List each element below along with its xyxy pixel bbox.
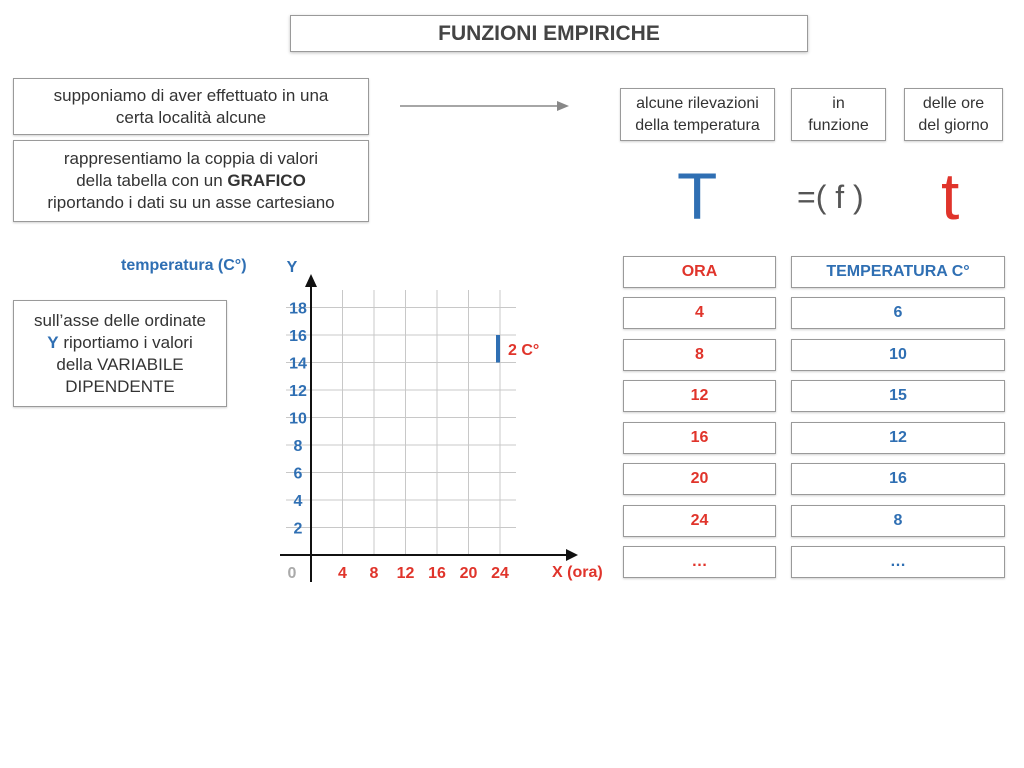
y-tick-label: 2 <box>293 520 303 538</box>
x-tick-label: 20 <box>459 565 478 582</box>
table-cell-ora: … <box>623 546 776 578</box>
hours-line-2: del giorno <box>918 116 989 134</box>
function-of-line-1: in <box>832 94 845 112</box>
hours-line-1: delle ore <box>922 94 985 112</box>
graph-note-line-1: rappresentiamo la coppia di valori <box>63 149 319 168</box>
ordinate-note-line-3: della VARIABILE <box>56 354 184 374</box>
y-tick-label: 6 <box>293 465 303 483</box>
y-axis-label: temperatura (C°) <box>121 257 247 274</box>
function-of-box <box>791 88 886 141</box>
x-axis-name: X (ora) <box>552 564 603 581</box>
graph-note-line-2-pre: della tabella con un <box>76 171 228 190</box>
function-of-line-2: funzione <box>808 116 869 134</box>
y-tick-label: 10 <box>289 410 307 428</box>
table-cell-temperatura: 8 <box>791 505 1005 537</box>
cartesian-chart <box>0 0 620 600</box>
table-header-ora: ORA <box>623 256 776 288</box>
table-cell-ora: 8 <box>623 339 776 371</box>
table-header-temperatura: TEMPERATURA C° <box>791 256 1005 288</box>
graph-note-line-3: riportando i dati su un asse cartesiano <box>47 193 335 212</box>
x-axis-arrowhead <box>566 549 578 561</box>
table-cell-temperatura: 16 <box>791 463 1005 495</box>
table-cell-temperatura: … <box>791 546 1005 578</box>
table-cell-ora: 24 <box>623 505 776 537</box>
measurements-line-2: della temperatura <box>635 116 760 134</box>
x-tick-label: 12 <box>396 565 415 582</box>
formula-T: T <box>677 159 718 233</box>
intro-line-2: certa località alcune <box>115 107 267 127</box>
formula-equals-f: =( f ) <box>797 179 864 215</box>
ordinate-note-line-2-rest: riportiamo i valori <box>58 332 193 352</box>
y-tick-label: 4 <box>293 493 303 510</box>
ordinate-note-y: Y <box>47 332 59 352</box>
table-cell-temperatura: 10 <box>791 339 1005 371</box>
graph-note-bold: GRAFICO <box>227 171 306 190</box>
table-cell-temperatura: 12 <box>791 422 1005 454</box>
x-tick-label: 16 <box>428 565 446 582</box>
y-tick-label: 12 <box>289 383 307 400</box>
y-tick-label: 16 <box>289 328 307 345</box>
hours-box <box>904 88 1003 141</box>
measurements-line-1: alcune rilevazioni <box>636 94 759 112</box>
y-tick-label: 18 <box>289 300 307 318</box>
x-tick-label: 24 <box>491 565 509 582</box>
y-tick-label: 8 <box>293 438 303 455</box>
intro-line-1: supponiamo di aver effettuato in una <box>53 85 329 105</box>
ordinate-note-line-1: sull’asse delle ordinate <box>34 310 206 330</box>
y-tick-label: 14 <box>289 355 307 373</box>
page-title-text: FUNZIONI EMPIRICHE <box>438 21 660 45</box>
table-cell-temperatura: 15 <box>791 380 1005 412</box>
ordinate-note-line-4: DIPENDENTE <box>65 376 175 396</box>
x-tick-label: 8 <box>369 565 379 582</box>
y-axis-name: Y <box>286 259 298 276</box>
y-axis-arrowhead <box>305 274 317 287</box>
origin-label: 0 <box>287 565 297 582</box>
table-cell-ora: 12 <box>623 380 776 412</box>
table-cell-ora: 20 <box>623 463 776 495</box>
x-tick-label: 4 <box>338 565 347 582</box>
table-cell-ora: 16 <box>623 422 776 454</box>
table-cell-temperatura: 6 <box>791 297 1005 329</box>
formula-t: t <box>941 159 960 233</box>
scale-marker-label: 2 C° <box>508 341 540 359</box>
measurements-box <box>620 88 775 141</box>
table-cell-ora: 4 <box>623 297 776 329</box>
